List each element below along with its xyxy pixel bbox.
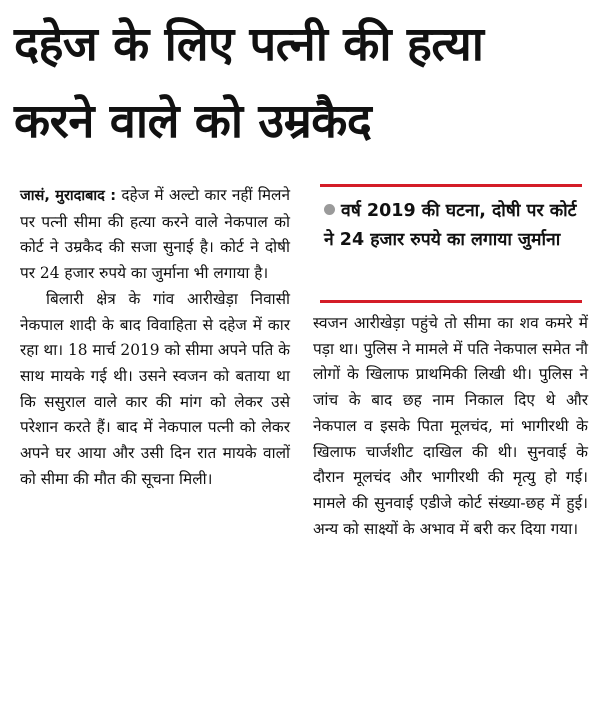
article-paragraph-1 <box>20 183 290 287</box>
headline-line-1: दहेज के लिए पत्नी की हत्या <box>14 17 484 72</box>
highlight-box <box>320 184 582 303</box>
article-left-column <box>20 183 290 492</box>
paragraph-text: दहेज में अल्टो कार नहीं मिलने पर पत्नी सीमा की हत्या करने वाले नेकपाल को कोर्ट ने उम्रकैद की सजा सुनाई है। कोर्ट ने दोषी पर 24 हजार रुपये का जुर्माना भी लगाया है। <box>20 186 290 283</box>
dateline: जासं, मुरादाबाद : <box>20 188 117 204</box>
headline <box>14 6 604 160</box>
bullet-icon <box>324 204 335 215</box>
article-right-column <box>313 311 588 542</box>
article-paragraph-2: बिलारी क्षेत्र के गांव आरीखेड़ा निवासी नेकपाल शादी के बाद विवाहिता से दहेज में कार रहा था। 18 मार्च 2019 को सीमा अपने पति के साथ मायके गई थी। उसने स्वजन को बताया था कि ससुराल वाले कार की मांग को लेकर उसे परेशान करते हैं। बाद में नेकपाल पत्नी को लेकर अपने घर आया और उसी दिन रात मायके वालों को सीमा की मौत की सूचना मिली। <box>20 289 290 488</box>
article-paragraph-3: स्वजन आरीखेड़ा पहुंचे तो सीमा का शव कमरे में पड़ा था। पुलिस ने मामले में पति नेकपाल समेत नौ लोगों के खिलाफ प्राथमिकी लिखी थी। पुलिस ने जांच के बाद छह नाम निकाल दिए थे और नेकपाल व इसके पिता मूलचंद, मां भागीरथी के खिलाफ चार्जशीट दाखिल की थी। सुनवाई के दौरान मूलचंद और भागीरथी की मृत्यु हो गई। मामले की सुनवाई एडीजे कोर्ट संख्या-छह में हुई। अन्य को साक्ष्यों के अभाव में बरी कर दिया गया। <box>313 314 588 538</box>
highlight-text-container <box>324 197 580 255</box>
headline-line-2: करने वाले को उम्रकैद <box>14 94 372 149</box>
highlight-text: वर्ष 2019 की घटना, दोषी पर कोर्ट ने 24 हजार रुपये का लगाया जुर्माना <box>324 201 577 250</box>
